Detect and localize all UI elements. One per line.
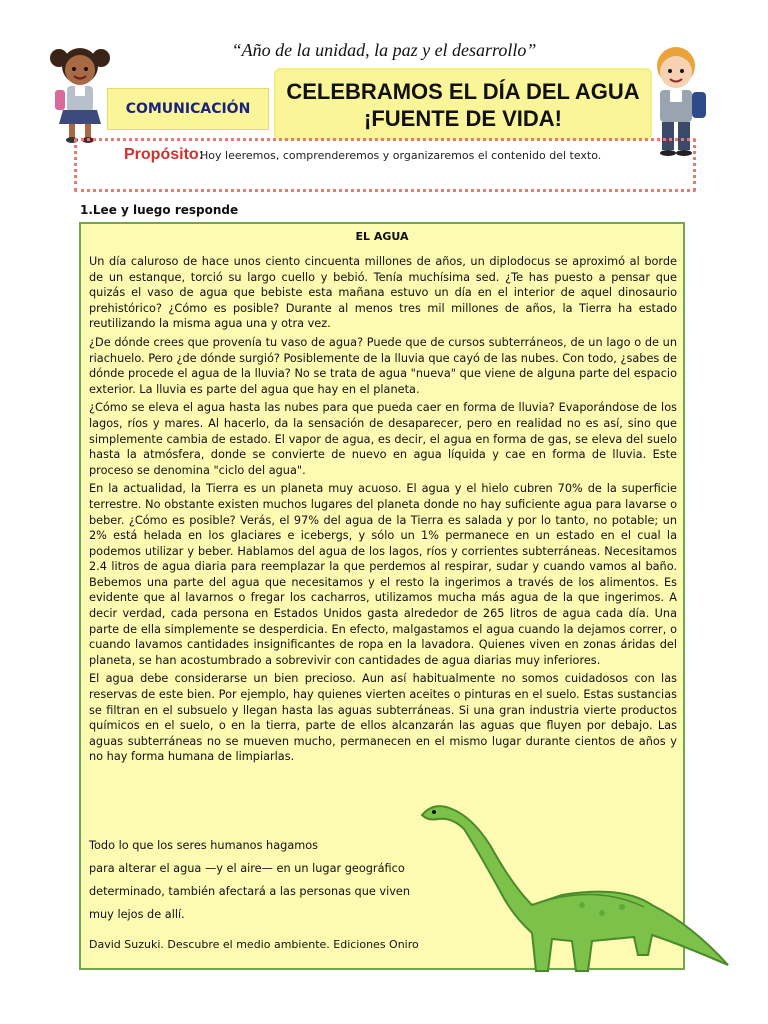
paragraph: El agua debe considerarse un bien precioso. Aun así habitualmente no somos cuidadosos con las reservas de este bien. Por ejemplo, hay quienes vierten aceites o pinturas en el suelo. Estas sustancias se filtran en el subsuelo y llegan hasta las aguas subterráneas. Si una gran industria vierte productos químicos en el suelo, o en la tierra, parte de ellos alcanzarán las aguas que fluyen por debajo. Las aguas subterráneas no se mueven mucho, permanecen en el mismo lugar durante cientos de años y no hay forma humana de limpiarlas. [89,672,677,764]
purpose-text: Hoy leeremos, comprenderemos y organizaremos el contenido del texto. [200,149,602,162]
paragraph: ¿Cómo se eleva el agua hasta las nubes para que pueda caer en forma de lluvia? Evaporándose de los lagos, ríos y mares. Al hacerlo, da la sensación de desaparecer, pero en realidad no es así, sino que simplemente cambia de estado. El vapor de agua, es decir, el agua en forma de gas, se eleva del suelo hasta la atmósfera, donde se convierte de nuevo en agua líquida y cae en forma de lluvia. Este proceso se denomina "ciclo del agua". [89,401,677,477]
quote-line: para alterar el agua —y el aire— en un lugar geográfico [89,862,405,875]
diplodocus-illustration [412,795,732,985]
subject-label: COMUNICACIÓN [107,88,269,130]
page-title: CELEBRAMOS EL DÍA DEL AGUA [286,79,640,104]
instruction: 1.Lee y luego responde [80,203,239,217]
paragraph: ¿De dónde crees que provenía tu vaso de agua? Puede que de cursos subterráneos, de un lago o de un riachuelo. Pero ¿de dónde surgió? Posiblemente de la lluvia que cayó de las nubes. Con todo, ¿sabes de dónde procede el agua de la lluvia? No se trata de agua "nueva" que viene de alguna parte del espacio exterior. La lluvia es parte del agua que hay en el planeta. [89,335,677,396]
source-credit: David Suzuki. Descubre el medio ambiente. Ediciones Oniro [89,938,419,951]
paragraph: En la actualidad, la Tierra es un planeta muy acuoso. El agua y el hielo cubren 70% de la superficie terrestre. No obstante existen muchos lugares del planeta donde no hay suficiente agua para lavarse o beber. ¿Cómo es posible? Verás, el 97% del agua de la Tierra es salada y por lo tanto, no potable; un 2% está helada en los glaciares e icebergs, y sólo un 1% permanece en un estado en el cual la podemos utilizar y beber. Hablamos del agua de los lagos, ríos y corrientes subterráneas. Necesitamos 2.4 litros de agua diaria para reemplazar la que perdemos al respirar, sudar y cuando vamos al baño. Bebemos una parte del agua que necesitamos y el resto la ingerimos a través de los alimentos. Es evidente que al lavarnos o fregar los cacharros, utilizamos mucha más agua de la que ingerimos. A decir verdad, cada persona en Estados Unidos gasta alrededor de 265 litros de agua cada día. Una parte de ella simplemente se desperdicia. En efecto, malgastamos el agua cuando la dejamos correr, o cuando lavamos cantidades insignificantes de ropa en la lavadora. Quienes viven en zonas áridas del planeta, se han acostumbrado a sobrevivir con cantidades de agua diarias muy inferiores. [89,482,677,667]
quote-line: Todo lo que los seres humanos hagamos [89,839,319,852]
motto: “Año de la unidad, la paz y el desarrollo” [231,40,537,60]
paragraph: Un día caluroso de hace unos ciento cincuenta millones de años, un diplodocus se aproximó al borde de un estanque, torció su largo cuello y bebió. Tenía muchísima sed. ¿Te has puesto a pensar que quizás el vaso de agua que bebiste esta mañana estuvo un día en el interior de aquel dinosaurio prehistórico? ¿Cómo es posible? Durante al menos tres mil millones de años, la Tierra ha estado reutilizando la misma agua una y otra vez. [89,255,677,331]
quote-line: determinado, también afectará a las personas que viven [89,885,411,898]
title-box [276,70,650,138]
quote-line: muy lejos de allí. [89,908,185,921]
page-subtitle: ¡FUENTE DE VIDA! [364,106,562,131]
girl-student-illustration [45,40,115,150]
article-body [89,254,677,768]
purpose-label: Propósito: [124,146,204,163]
article-title: EL AGUA [355,230,409,243]
quote [89,834,410,926]
